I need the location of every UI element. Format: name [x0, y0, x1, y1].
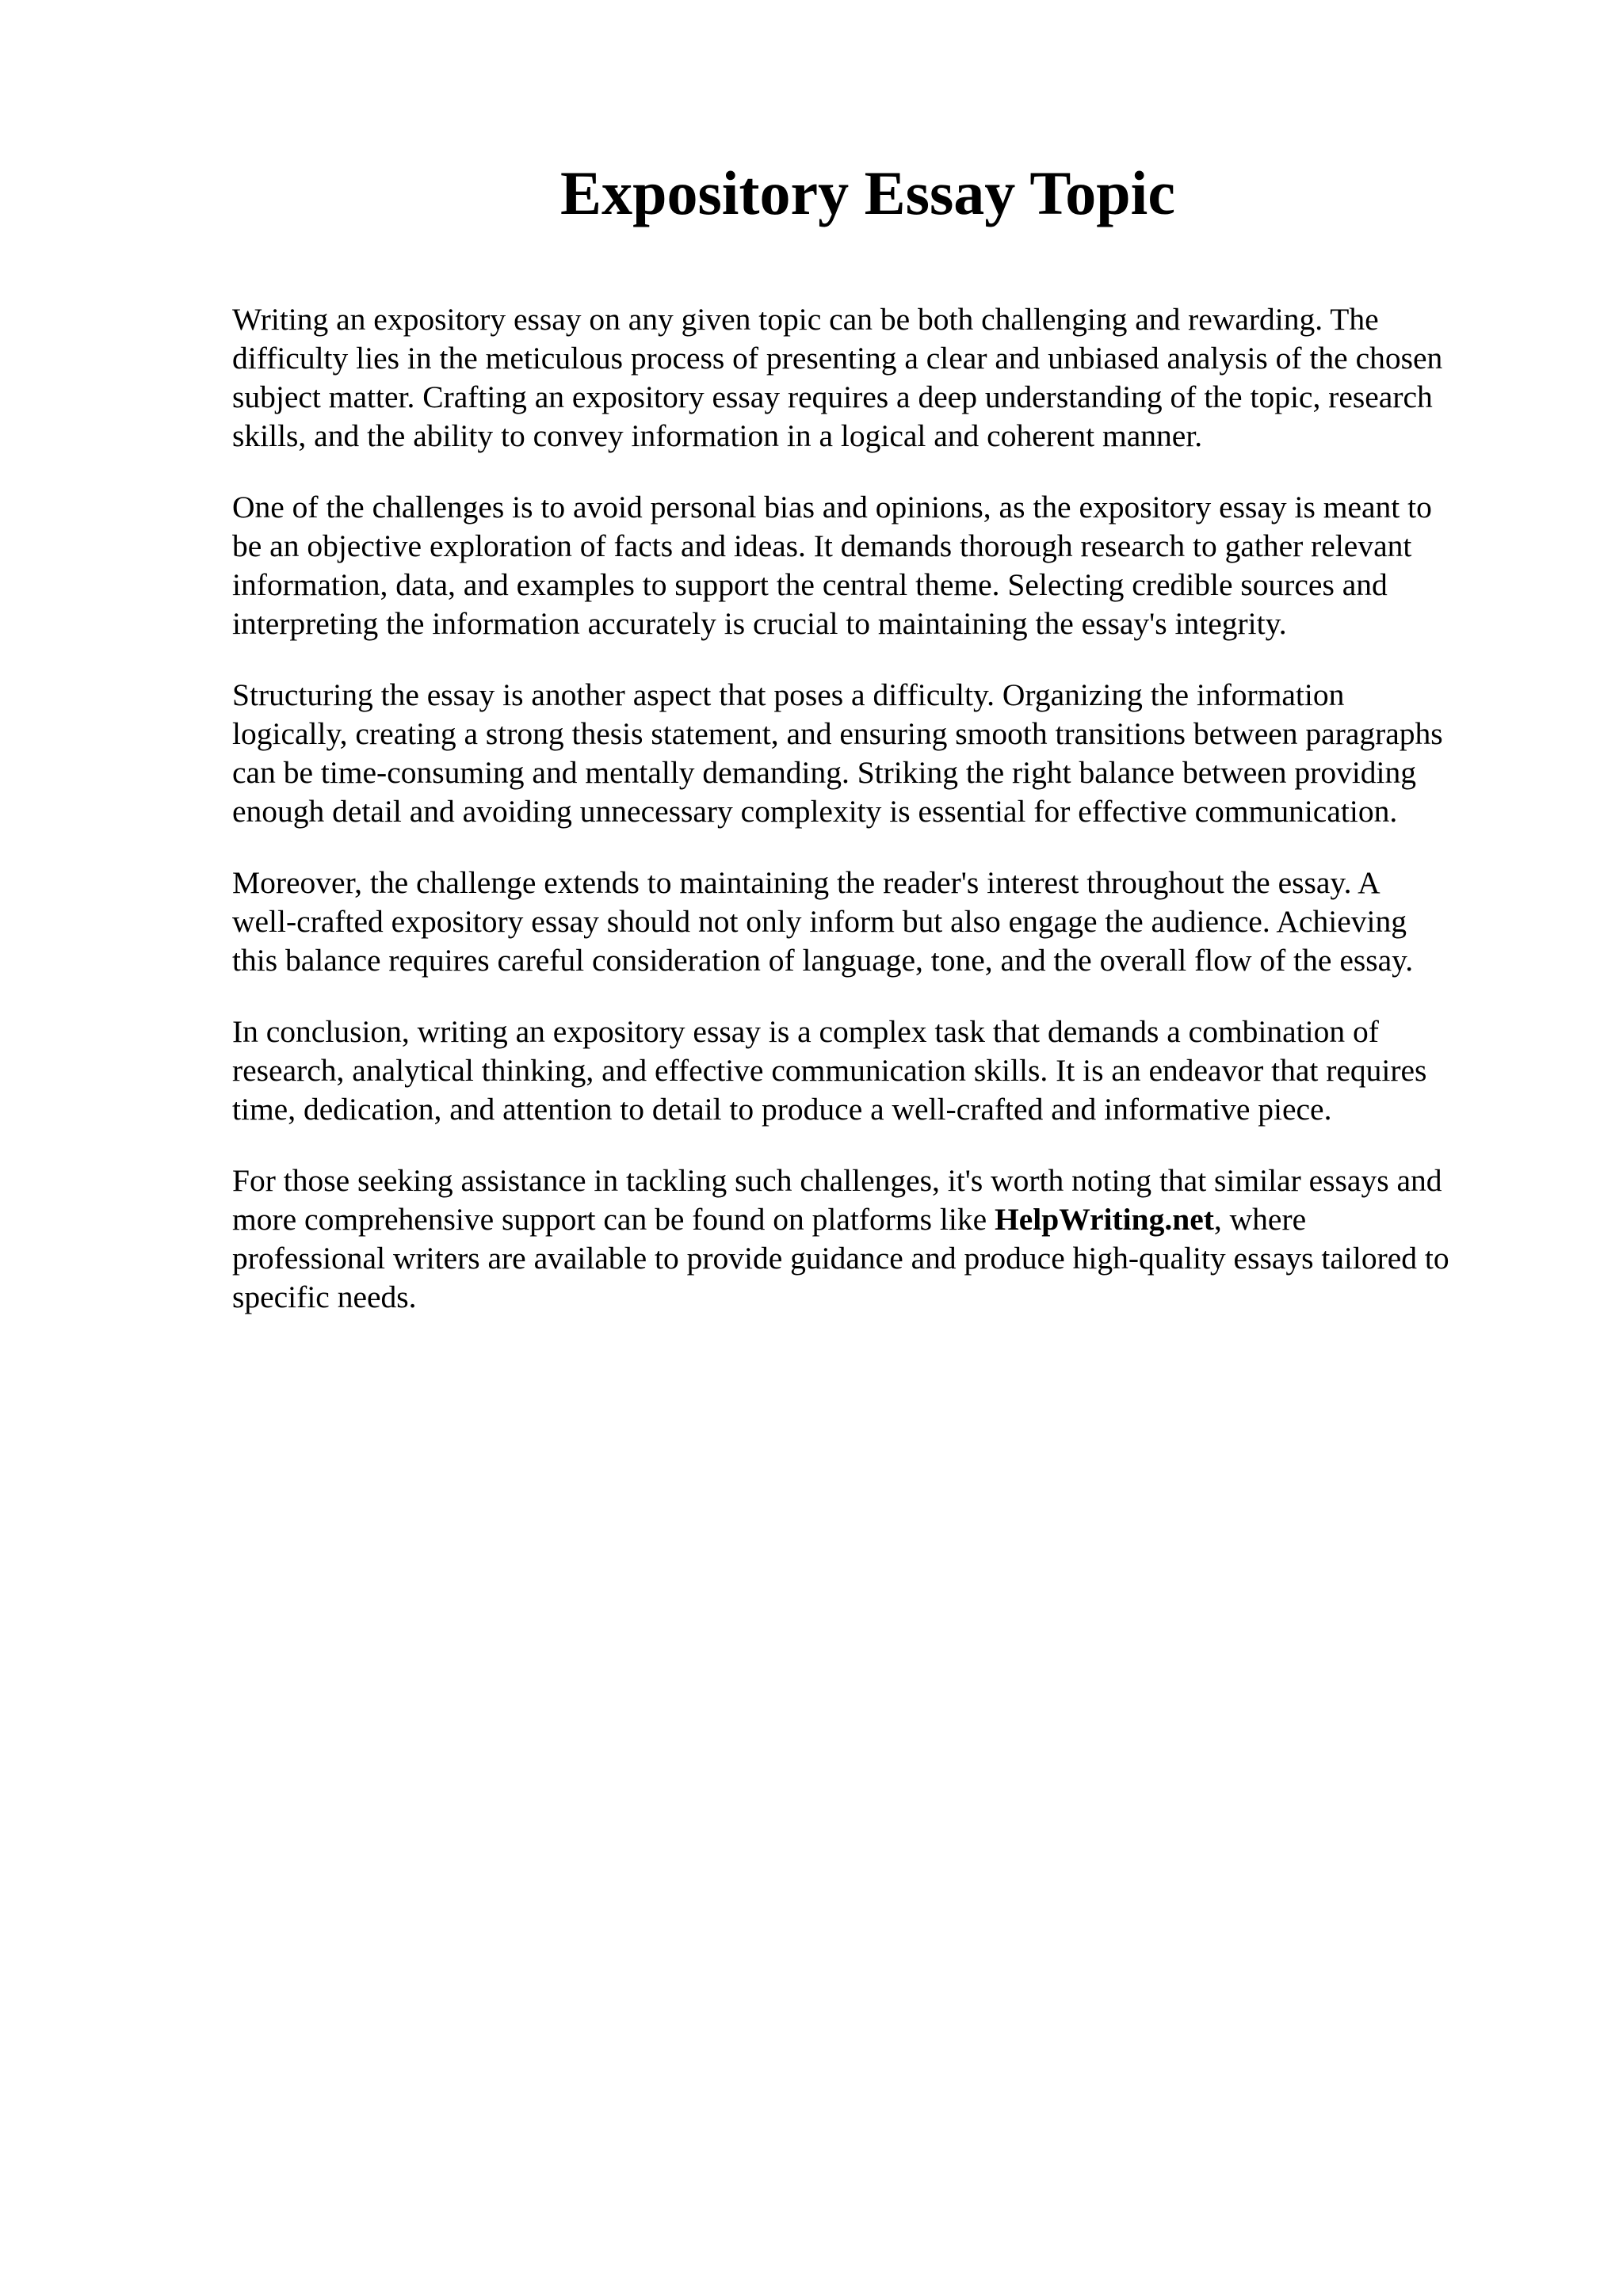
text-line: professional writers are available to provide guidance and produce high-quality essays tailored to	[232, 1241, 1449, 1276]
text-line: time, dedication, and attention to detail to produce a well-crafted and informative piece.	[232, 1092, 1332, 1127]
text-line: this balance requires careful consideration of language, tone, and the overall flow of the essay.	[232, 943, 1414, 978]
text-line: research, analytical thinking, and effective communication skills. It is an endeavor that requires	[232, 1053, 1427, 1088]
paragraph-interest	[232, 864, 1516, 980]
text-line: In conclusion, writing an expository essay is a complex task that demands a combination of	[232, 1014, 1379, 1049]
paragraph-assistance	[232, 1161, 1516, 1317]
text-fragment: more comprehensive support can be found on platforms like	[232, 1202, 995, 1237]
text-fragment: , where	[1213, 1202, 1307, 1237]
text-line: For those seeking assistance in tackling such challenges, it's worth noting that similar essays and	[232, 1163, 1442, 1198]
text-line: logically, creating a strong thesis statement, and ensuring smooth transitions between paragraphs	[232, 716, 1443, 751]
helpwriting-link[interactable]: HelpWriting.net	[995, 1202, 1214, 1237]
text-line: well-crafted expository essay should not only inform but also engage the audience. Achieving	[232, 904, 1407, 939]
text-line: information, data, and examples to support the central theme. Selecting credible sources and	[232, 567, 1388, 602]
paragraph-bias	[232, 488, 1516, 643]
paragraph-structure	[232, 676, 1516, 831]
text-line: skills, and the ability to convey information in a logical and coherent manner.	[232, 418, 1203, 453]
text-line: can be time-consuming and mentally demanding. Striking the right balance between providing	[232, 755, 1417, 790]
text-line: Moreover, the challenge extends to maintaining the reader's interest throughout the essay. A	[232, 865, 1381, 900]
document-title: Expository Essay Topic	[560, 158, 1175, 227]
text-line: enough detail and avoiding unnecessary complexity is essential for effective communication.	[232, 794, 1398, 829]
text-line-with-link	[232, 1200, 1516, 1239]
paragraph-conclusion	[232, 1013, 1516, 1129]
paragraph-intro	[232, 300, 1516, 456]
text-line: Structuring the essay is another aspect that poses a difficulty. Organizing the information	[232, 677, 1345, 712]
text-line: specific needs.	[232, 1280, 417, 1314]
text-line: Writing an expository essay on any given topic can be both challenging and rewarding. The	[232, 302, 1379, 337]
text-line: difficulty lies in the meticulous process of presenting a clear and unbiased analysis of the chosen	[232, 341, 1443, 376]
text-line: subject matter. Crafting an expository essay requires a deep understanding of the topic, research	[232, 379, 1433, 414]
text-line: One of the challenges is to avoid personal bias and opinions, as the expository essay is meant to	[232, 490, 1432, 524]
text-line: interpreting the information accurately is crucial to maintaining the essay's integrity.	[232, 606, 1287, 641]
text-line: be an objective exploration of facts and ideas. It demands thorough research to gather relevant	[232, 528, 1412, 563]
document-body	[232, 300, 1516, 1349]
